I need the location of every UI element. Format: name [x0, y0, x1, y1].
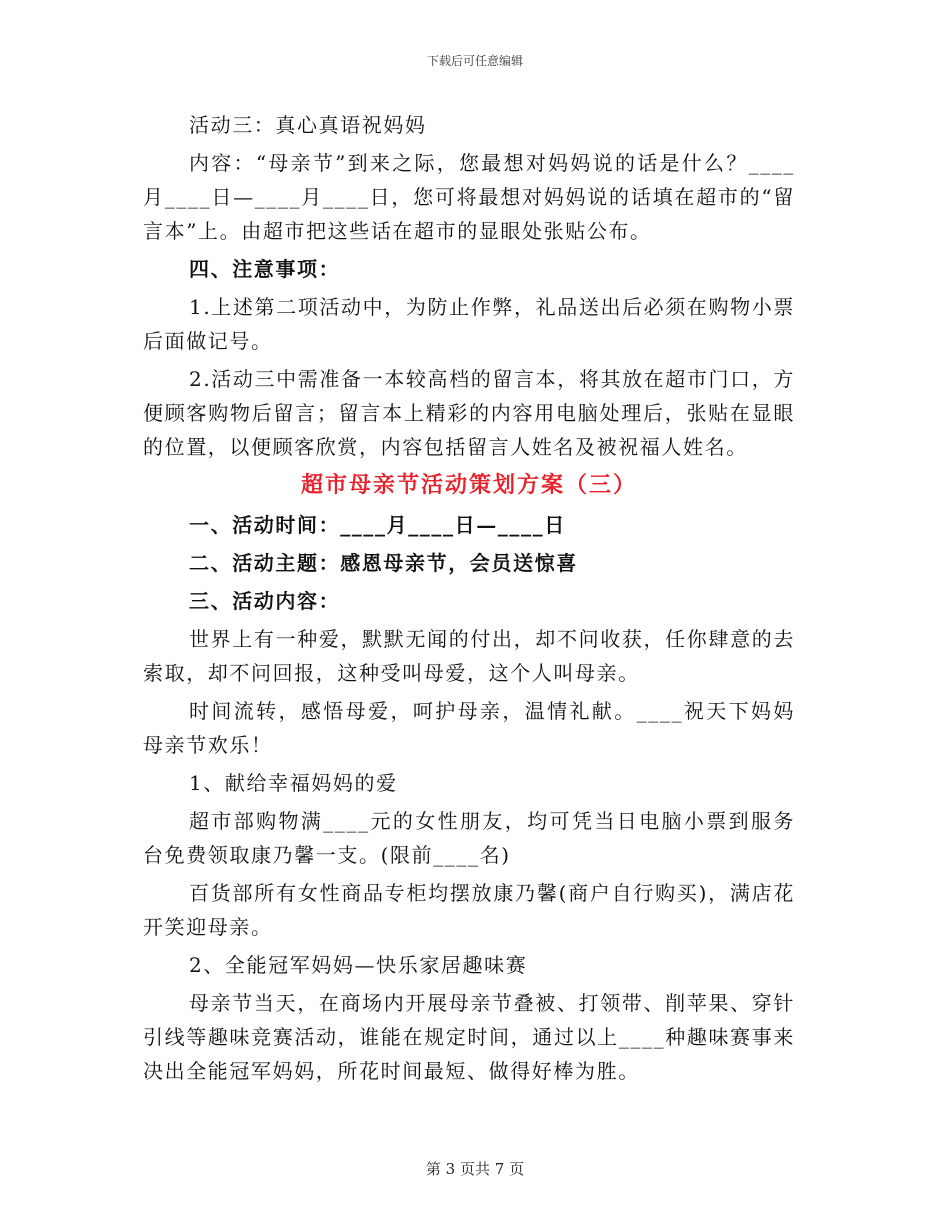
paragraph-item-2-a: 母亲节当天，在商场内开展母亲节叠被、打领带、削苹果、穿针引线等趣味竞赛活动，谁能在规定时间，通过以上____种趣味赛事来决出全能冠军妈妈，所花时间最短、做得好棒为胜。 — [143, 991, 795, 1083]
document-body — [143, 108, 795, 1092]
page-header: 下载后可任意编辑 — [426, 54, 523, 68]
paragraph-item-1-a: 超市部购物满____元的女性朋友，均可凭当日电脑小票到服务台免费领取康乃馨一支。(限前____名) — [143, 809, 795, 867]
paragraph-intro-2: 时间流转，感悟母爱，呵护母亲，温情礼献。____祝天下妈妈母亲节欢乐！ — [143, 699, 795, 757]
paragraph-theme: 二、活动主题：感恩母亲节，会员送惊喜 — [189, 551, 578, 575]
paragraph-item-1-b: 百货部所有女性商品专柜均摆放康乃馨(商户自行购买)，满店花开笑迎母亲。 — [143, 881, 795, 939]
paragraph-content-heading: 三、活动内容： — [189, 589, 341, 613]
paragraph-notes-heading: 四、注意事项： — [189, 257, 341, 281]
paragraph-note-2: 2.活动三中需准备一本较高档的留言本，将其放在超市门口，方便顾客购物后留言；留言本上精彩的内容用电脑处理后，张贴在显眼的位置，以便顾客欣赏，内容包括留言人姓名及被祝福人姓名。 — [143, 367, 795, 459]
page-footer: 第 3 页共 7 页 — [425, 1160, 525, 1178]
paragraph-act3-content: 内容：“母亲节”到来之际，您最想对妈妈说的话是什么？____月____日—____月____日，您可将最想对妈妈说的话填在超市的“留言本”上。由超市把这些话在超市的显眼处张贴公布。 — [143, 151, 795, 243]
paragraph-item-1: 1、献给幸福妈妈的爱 — [189, 771, 398, 795]
top-paragraphs — [143, 108, 795, 464]
paragraph-note-1: 1.上述第二项活动中，为防止作弊，礼品送出后必须在购物小票后面做记号。 — [143, 295, 795, 353]
paragraph-item-2: 2、全能冠军妈妈—快乐家居趣味赛 — [189, 953, 528, 977]
section-title: 超市母亲节活动策划方案（三） — [300, 472, 637, 498]
paragraph-act3-title: 活动三：真心真语祝妈妈 — [189, 113, 427, 137]
bottom-paragraphs — [143, 508, 795, 1088]
paragraph-intro-1: 世界上有一种爱，默默无闻的付出，却不问收获，任你肆意的去索取，却不问回报，这种受叫母爱，这个人叫母亲。 — [143, 627, 795, 685]
paragraph-time: 一、活动时间：____月____日—____日 — [189, 513, 566, 537]
